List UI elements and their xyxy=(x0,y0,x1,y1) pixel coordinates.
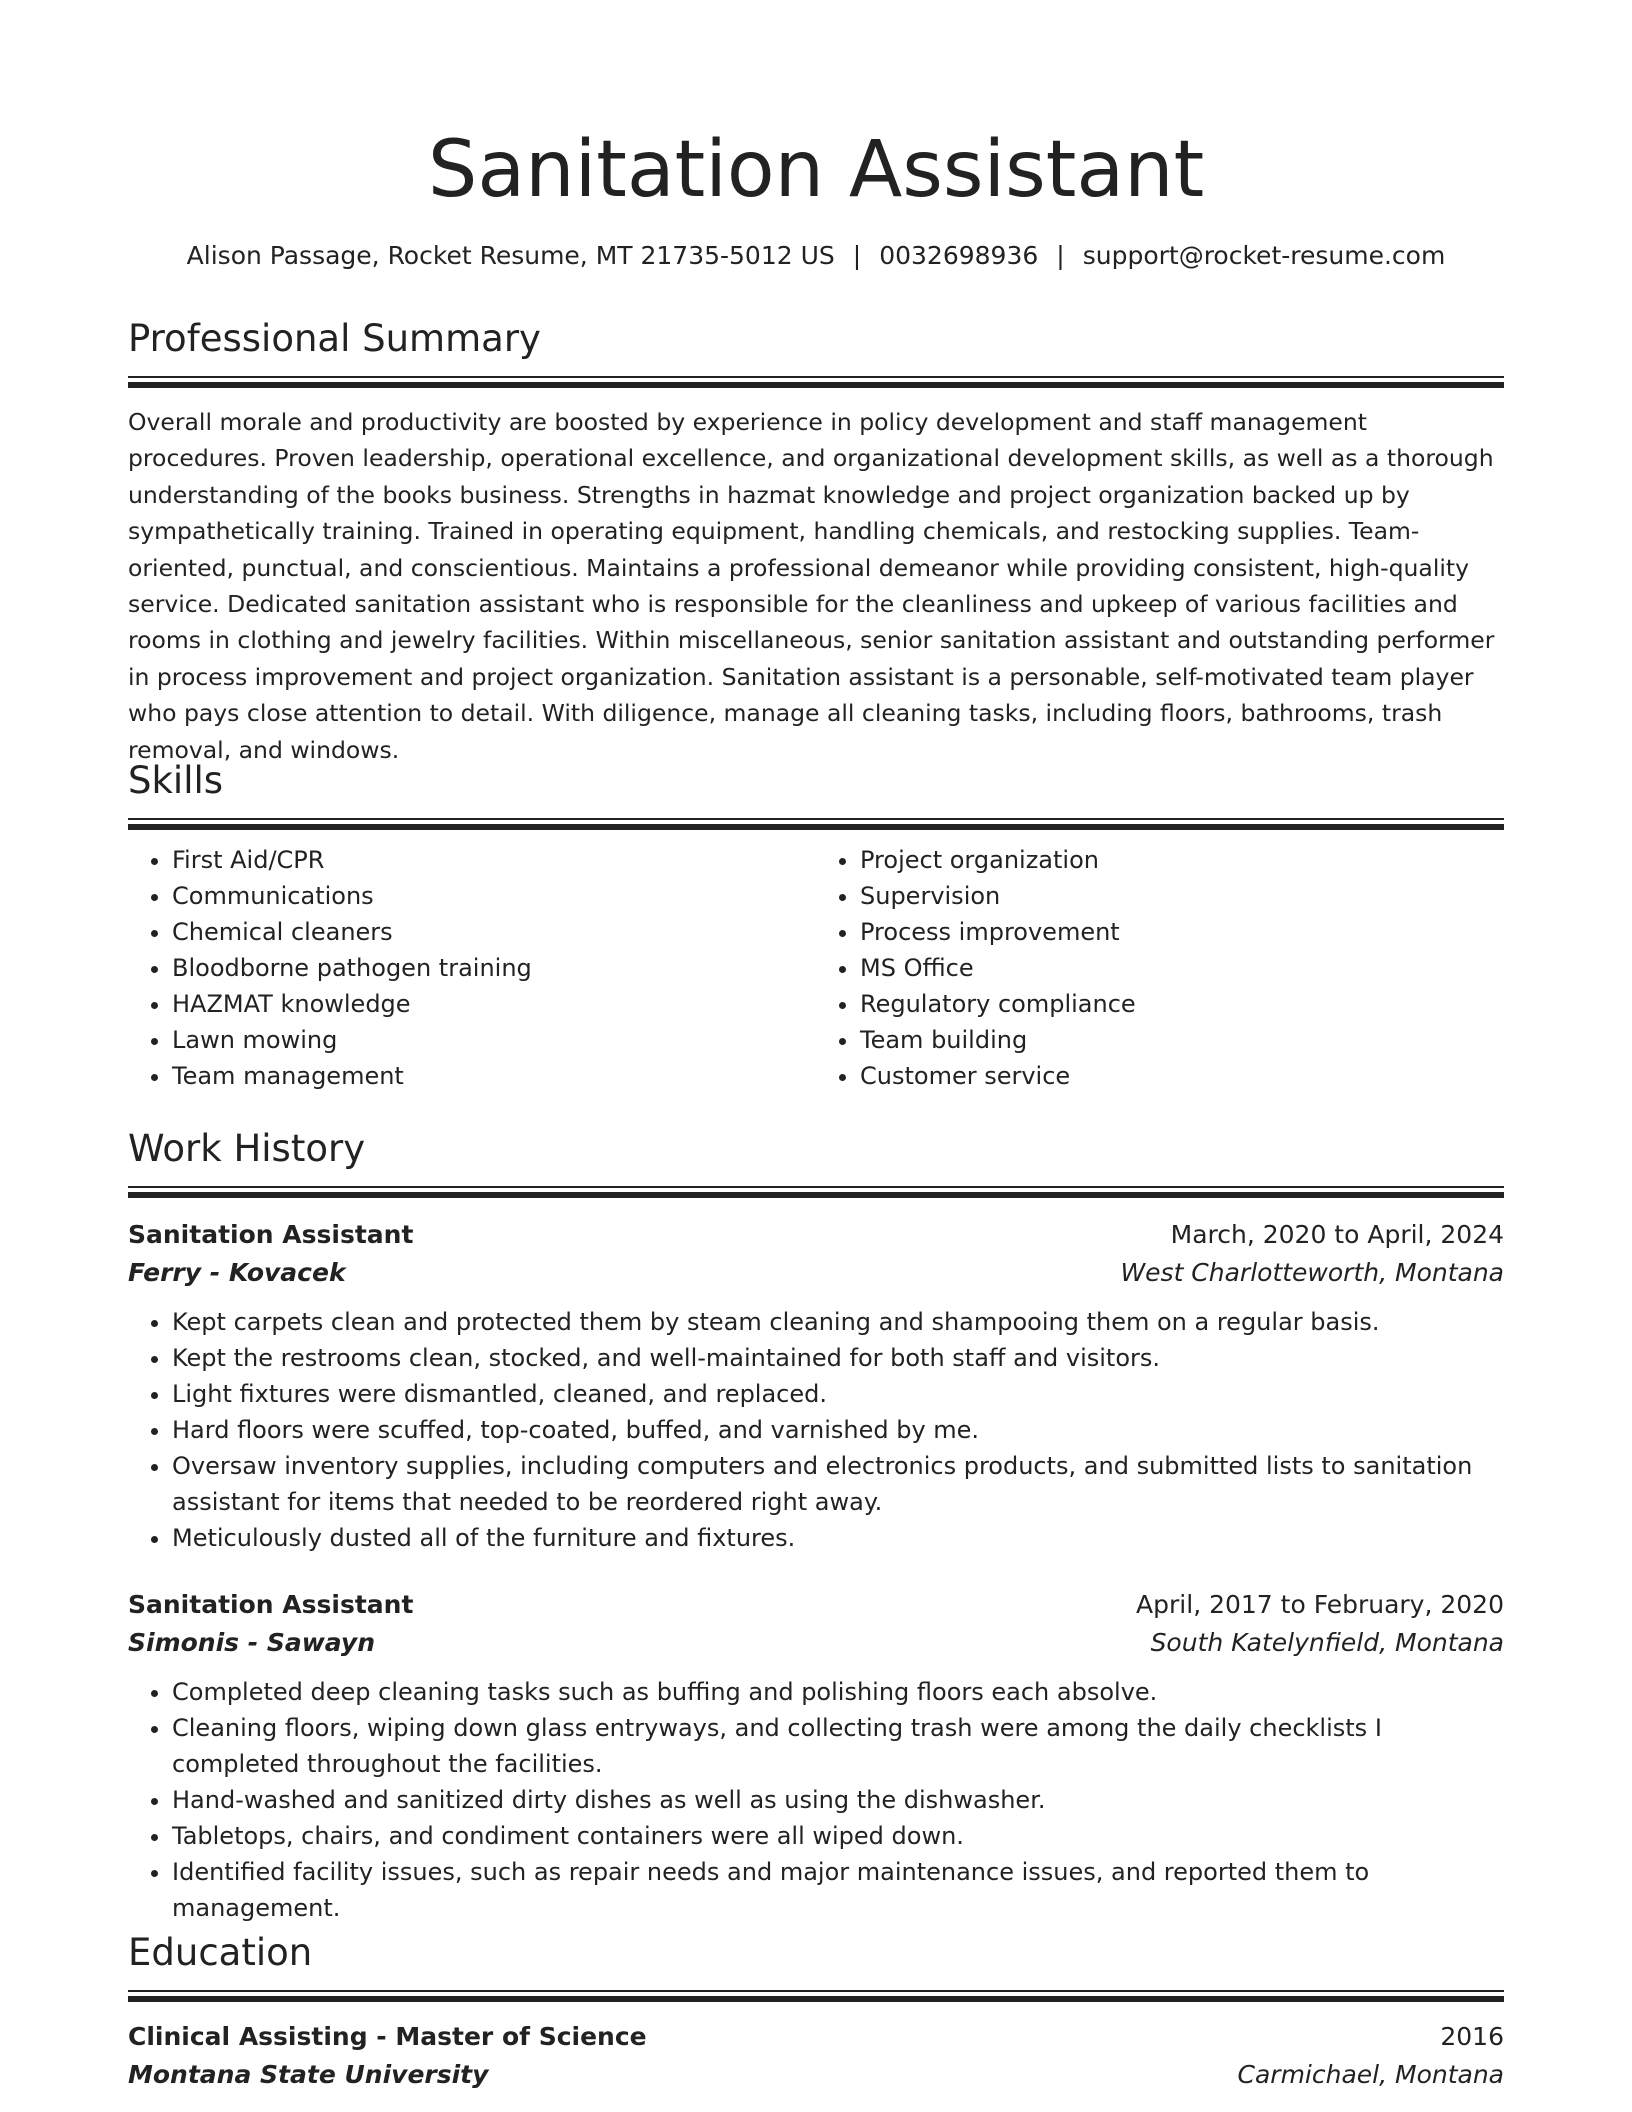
education-header-row xyxy=(128,2018,1504,2056)
skills-list-left xyxy=(128,842,816,1094)
summary-section xyxy=(128,316,1504,768)
skill-item: • MS Office xyxy=(860,950,1504,986)
job-bullet: • Kept carpets clean and protected them by steam cleaning and shampooing them on a regular basis. xyxy=(172,1304,1504,1340)
skill-item: • Process improvement xyxy=(860,914,1504,950)
job-location: West Charlotteworth, Montana xyxy=(1120,1258,1504,1287)
job-bullets xyxy=(128,1304,1504,1556)
work-history-heading: Work History xyxy=(128,1127,366,1170)
job-header-row xyxy=(128,1216,1504,1254)
job-bullet: • Hard floors were scuffed, top-coated, buffed, and varnished by me. xyxy=(172,1412,1504,1448)
section-divider xyxy=(128,1990,1504,2002)
contact-email[interactable]: support@rocket-resume.com xyxy=(1082,241,1446,270)
summary-heading: Professional Summary xyxy=(128,317,541,360)
skill-item: • Chemical cleaners xyxy=(172,914,816,950)
education-section xyxy=(128,1930,1504,2094)
education-degree: Clinical Assisting - Master of Science xyxy=(128,2022,647,2051)
resume-title: Sanitation Assistant xyxy=(427,125,1205,215)
education-heading: Education xyxy=(128,1931,313,1974)
job-bullet: • Cleaning floors, wiping down glass entryways, and collecting trash were among the daily checklists I completed throughout the facilities. xyxy=(172,1710,1504,1782)
skill-item: • First Aid/CPR xyxy=(172,842,816,878)
skill-item: • Communications xyxy=(172,878,816,914)
job-title: Sanitation Assistant xyxy=(128,1590,414,1619)
skills-list-right xyxy=(816,842,1504,1094)
skill-item: • HAZMAT knowledge xyxy=(172,986,816,1022)
job-bullet: • Oversaw inventory supplies, including computers and electronics products, and submitted lists to sanitation assistant for items that needed to be reordered right away. xyxy=(172,1448,1504,1520)
skill-item: • Customer service xyxy=(860,1058,1504,1094)
education-year: 2016 xyxy=(1440,2022,1504,2051)
job-entry xyxy=(128,1216,1504,1556)
job-bullet: • Completed deep cleaning tasks such as buffing and polishing floors each absolve. xyxy=(172,1674,1504,1710)
skill-item: • Project organization xyxy=(860,842,1504,878)
contact-phone: 0032698936 xyxy=(879,241,1039,270)
job-entry xyxy=(128,1586,1504,1926)
skills-heading: Skills xyxy=(128,759,224,802)
job-header-row xyxy=(128,1586,1504,1624)
skill-item: • Team building xyxy=(860,1022,1504,1058)
education-location: Carmichael, Montana xyxy=(1237,2060,1504,2089)
job-bullets xyxy=(128,1674,1504,1926)
work-history-section xyxy=(128,1126,1504,1926)
job-bullet: • Tabletops, chairs, and condiment containers were all wiped down. xyxy=(172,1818,1504,1854)
job-bullet: • Meticulously dusted all of the furniture and fixtures. xyxy=(172,1520,1504,1556)
skills-columns xyxy=(128,842,1504,1094)
contact-line xyxy=(128,238,1504,274)
skill-item: • Regulatory compliance xyxy=(860,986,1504,1022)
job-location: South Katelynfield, Montana xyxy=(1150,1628,1504,1657)
contact-address: Alison Passage, Rocket Resume, MT 21735-5012 US xyxy=(186,241,835,270)
section-divider xyxy=(128,818,1504,830)
section-divider xyxy=(128,376,1504,388)
job-company-row xyxy=(128,1624,1504,1662)
contact-separator: | xyxy=(1056,241,1065,270)
contact-separator: | xyxy=(852,241,862,270)
skill-item: • Team management xyxy=(172,1058,816,1094)
skills-section xyxy=(128,758,1504,1094)
job-dates: March, 2020 to April, 2024 xyxy=(1170,1220,1504,1249)
job-company: Ferry - Kovacek xyxy=(128,1258,346,1287)
summary-text: Overall morale and productivity are boosted by experience in policy development and staff management procedures. Proven leadership, operational excellence, and organizational development skills, as well as a thorough understanding of the books business. Strengths in hazmat knowledge and project organization backed up by sympathetically training. Trained in operating equipment, handling chemicals, and restocking supplies. Team-oriented, punctual, and conscientious. Maintains a professional demeanor while providing consistent, high-quality service. Dedicated sanitation assistant who is responsible for the cleanliness and upkeep of various facilities and rooms in clothing and jewelry facilities. Within miscellaneous, senior sanitation assistant and outstanding performer in process improvement and project organization. Sanitation assistant is a personable, self-motivated team player who pays close attention to detail. With diligence, manage all cleaning tasks, including floors, bathrooms, trash removal, and windows. xyxy=(128,408,1495,764)
section-divider xyxy=(128,1186,1504,1198)
skill-item: • Lawn mowing xyxy=(172,1022,816,1058)
job-dates: April, 2017 to February, 2020 xyxy=(1136,1590,1504,1619)
education-school-row xyxy=(128,2056,1504,2094)
job-company: Simonis - Sawayn xyxy=(128,1628,375,1657)
skill-item: • Bloodborne pathogen training xyxy=(172,950,816,986)
job-title: Sanitation Assistant xyxy=(128,1220,414,1249)
education-school: Montana State University xyxy=(128,2060,489,2089)
job-bullet: • Identified facility issues, such as repair needs and major maintenance issues, and reported them to management. xyxy=(172,1854,1504,1926)
education-entry xyxy=(128,2018,1504,2094)
job-bullet: • Light fixtures were dismantled, cleaned, and replaced. xyxy=(172,1376,1504,1412)
skill-item: • Supervision xyxy=(860,878,1504,914)
job-bullet: • Hand-washed and sanitized dirty dishes as well as using the dishwasher. xyxy=(172,1782,1504,1818)
job-bullet: • Kept the restrooms clean, stocked, and well-maintained for both staff and visitors. xyxy=(172,1340,1504,1376)
job-company-row xyxy=(128,1254,1504,1292)
